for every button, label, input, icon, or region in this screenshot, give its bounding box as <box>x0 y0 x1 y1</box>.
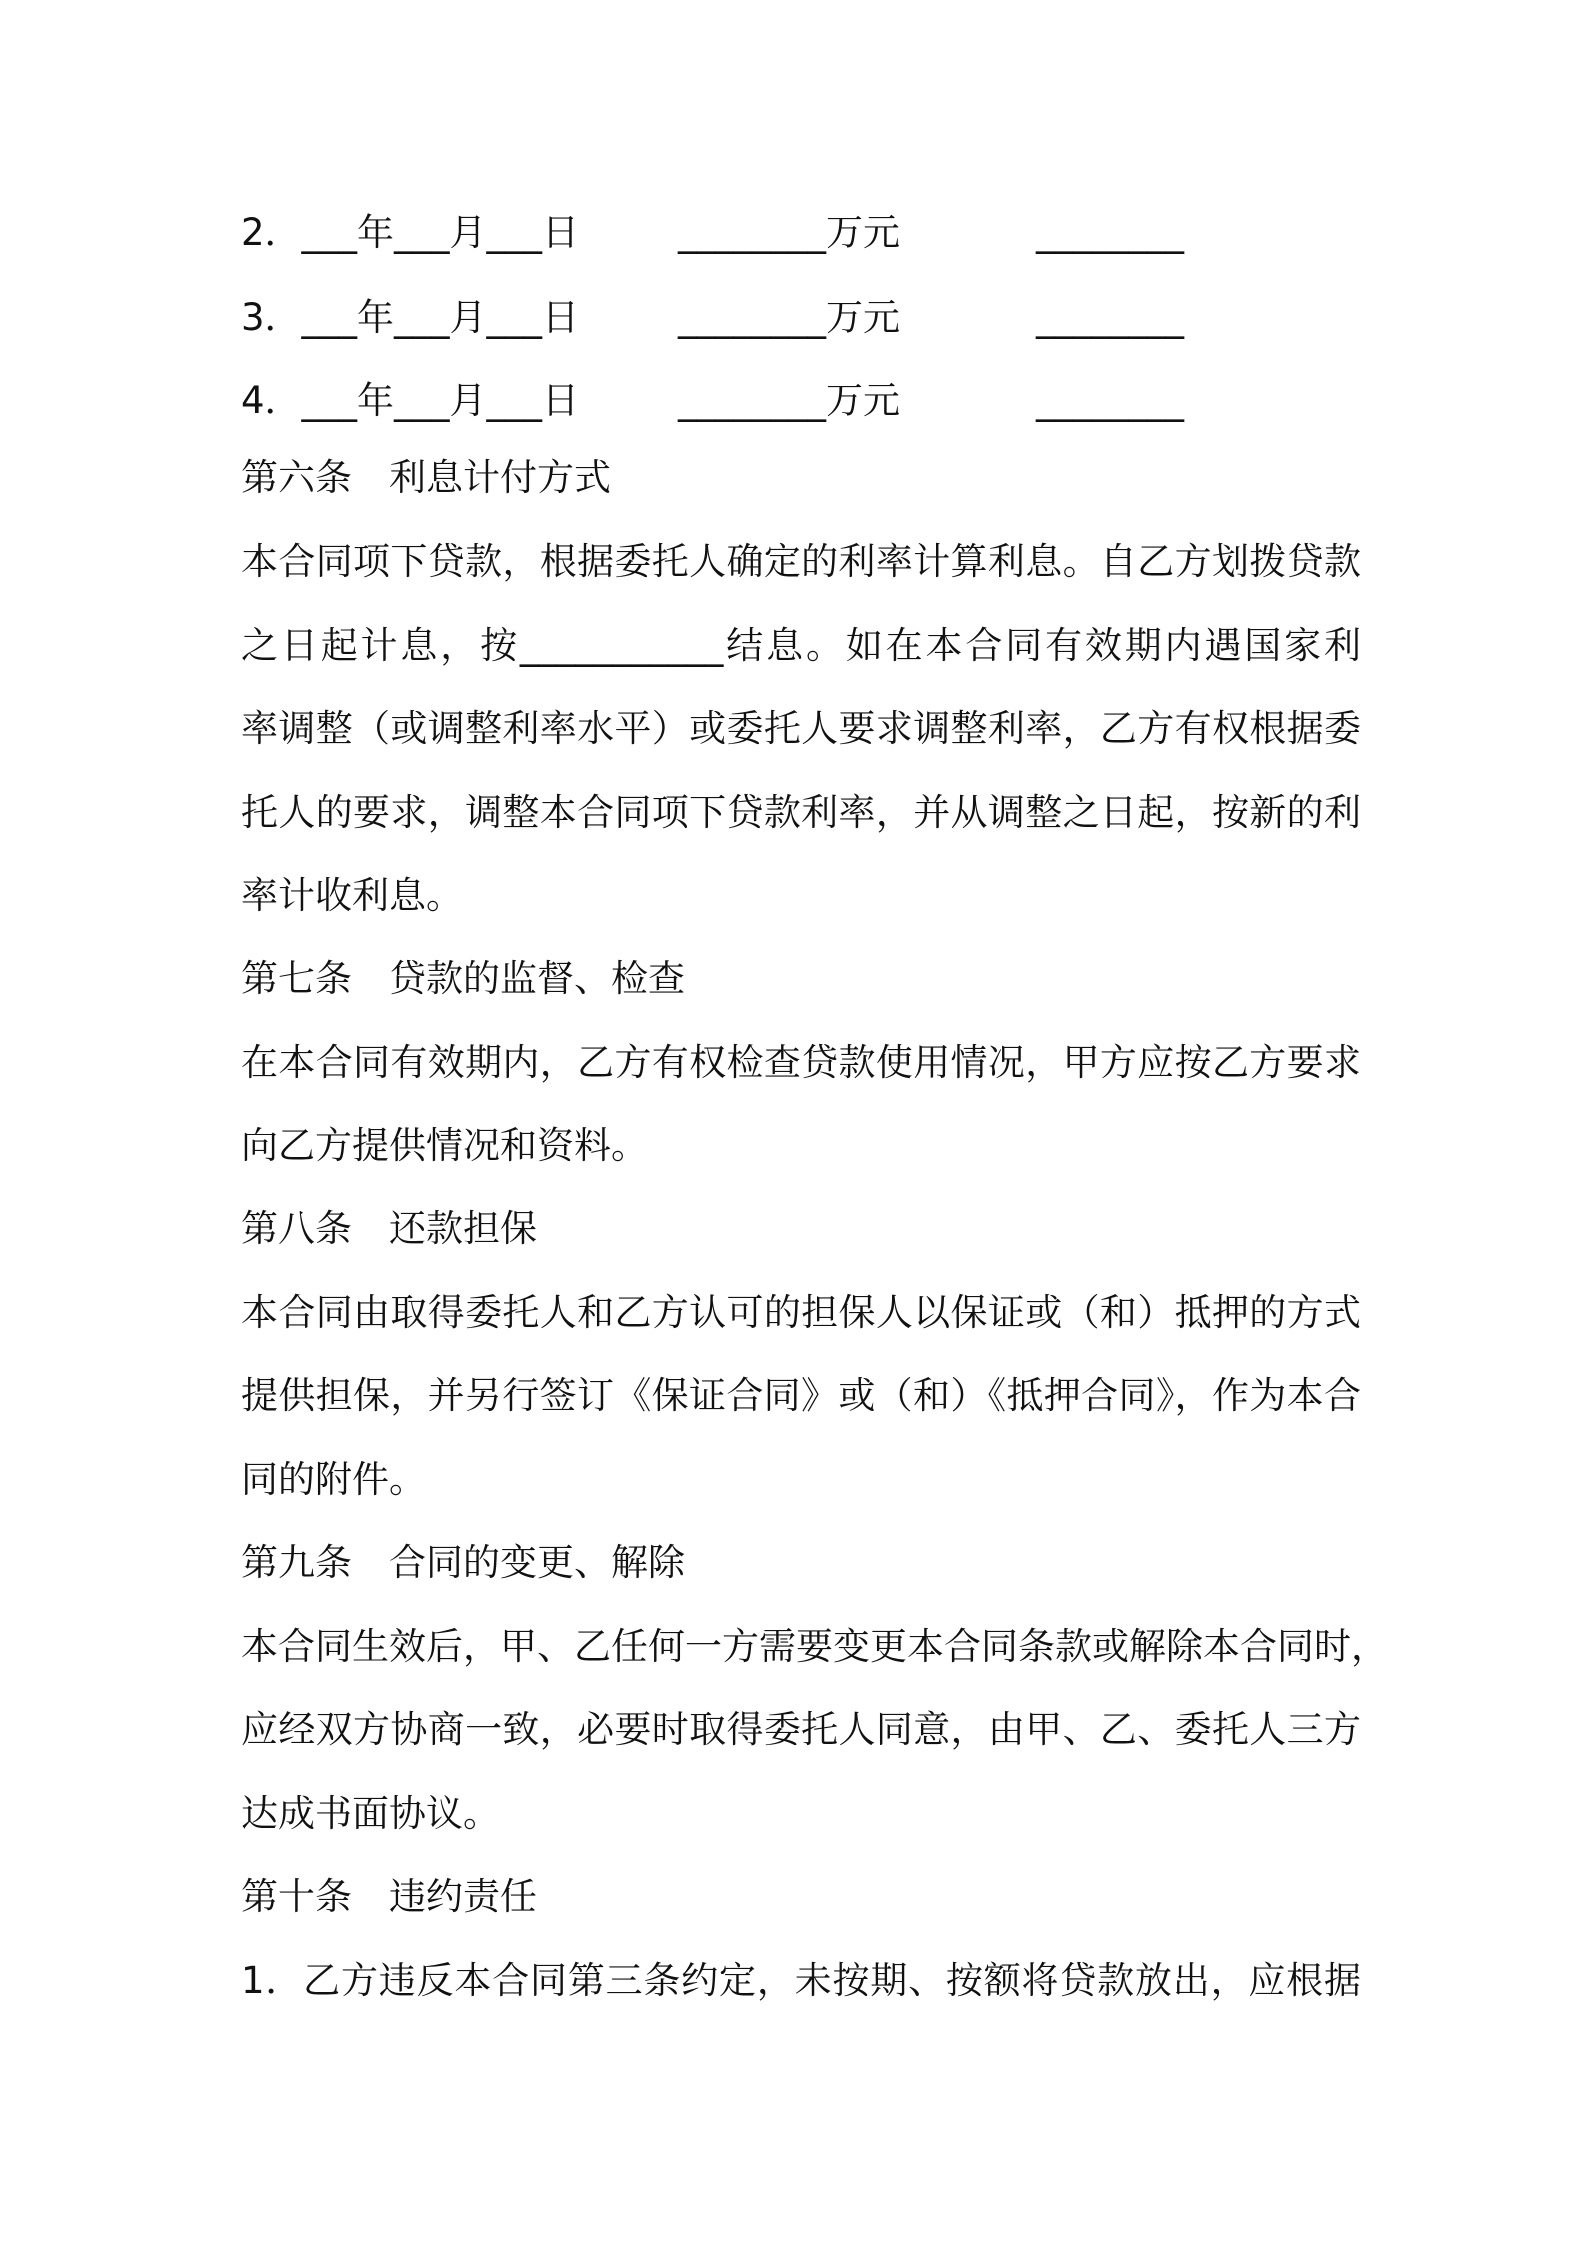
paragraph-line: 率调整（或调整利率水平）或委托人要求调整利率，乙方有权根据委 <box>241 707 1361 750</box>
paragraph-line: 1．乙方违反本合同第三条约定，未按期、按额将贷款放出，应根据 <box>241 1959 1361 2002</box>
schedule-remark: ________ <box>1036 211 1184 254</box>
paragraph-line: 之日起计息，按___________结息。如在本合同有效期内遇国家利 <box>241 624 1361 667</box>
paragraph-line: 托人的要求，调整本合同项下贷款利率，并从调整之日起，按新的利 <box>241 791 1361 834</box>
schedule-date: 2．___年___月___日 <box>241 211 580 254</box>
article-heading: 第十条 违约责任 <box>241 1875 537 1918</box>
paragraph-line: 达成书面协议。 <box>241 1792 500 1835</box>
schedule-amount: ________万元 <box>678 296 900 339</box>
article-heading: 第六条 利息计付方式 <box>241 456 611 499</box>
paragraph-line: 在本合同有效期内，乙方有权检查贷款使用情况，甲方应按乙方要求 <box>241 1041 1361 1084</box>
schedule-row <box>241 294 1361 342</box>
paragraph-line: 本合同项下贷款，根据委托人确定的利率计算利息。自乙方划拨贷款 <box>241 540 1361 583</box>
schedule-remark: ________ <box>1036 379 1184 422</box>
paragraph-line: 本合同由取得委托人和乙方认可的担保人以保证或（和）抵押的方式 <box>241 1291 1361 1334</box>
paragraph-line: 提供担保，并另行签订《保证合同》或（和）《抵押合同》，作为本合 <box>241 1374 1361 1417</box>
schedule-date: 4．___年___月___日 <box>241 379 580 422</box>
paragraph-line: 同的附件。 <box>241 1458 426 1501</box>
article-heading: 第九条 合同的变更、解除 <box>241 1541 685 1584</box>
schedule-remark: ________ <box>1036 296 1184 339</box>
paragraph-line: 应经双方协商一致，必要时取得委托人同意，由甲、乙、委托人三方 <box>241 1708 1361 1751</box>
schedule-row <box>241 377 1361 425</box>
article-heading: 第七条 贷款的监督、检查 <box>241 957 685 1000</box>
schedule-amount: ________万元 <box>678 379 900 422</box>
schedule-amount: ________万元 <box>678 211 900 254</box>
article-heading: 第八条 还款担保 <box>241 1207 537 1250</box>
schedule-date: 3．___年___月___日 <box>241 296 580 339</box>
paragraph-line: 本合同生效后，甲、乙任何一方需要变更本合同条款或解除本合同时， <box>241 1625 1388 1668</box>
paragraph-line: 率计收利息。 <box>241 874 463 917</box>
schedule-row <box>241 209 1361 257</box>
paragraph-line: 向乙方提供情况和资料。 <box>241 1124 648 1167</box>
